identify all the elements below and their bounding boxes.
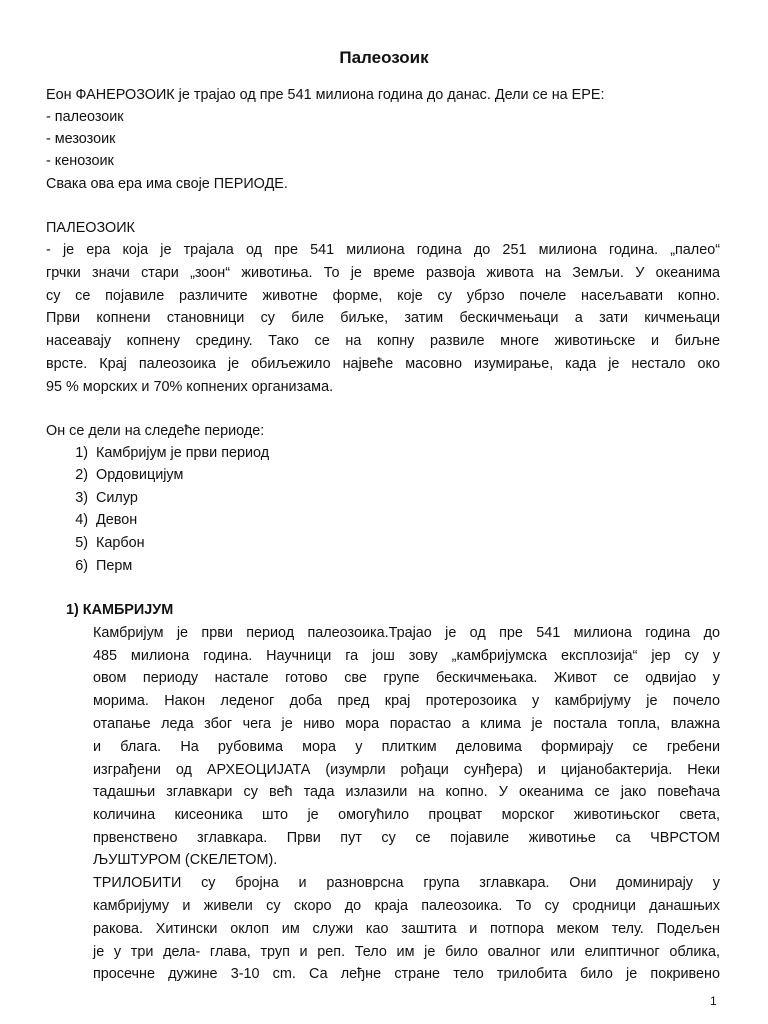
list-number: 4) — [75, 512, 88, 528]
paragraph-line: првенствено зглавкара. Први пут су се појавиле животиње са ЧВРСТОМ — [93, 830, 720, 846]
paragraph-line: 485 милиона година. Научници га још зову „камбријумска експлозија“ јер су у — [93, 648, 720, 664]
paragraph-line: 95 % морских и 70% копнених организама. — [46, 379, 334, 395]
paragraph-line: Камбријум је први период палеозоика.Трајао је од пре 541 милиона година до — [93, 625, 720, 641]
intro-era-item: - мезозоик — [46, 131, 116, 147]
list-number: 1) — [75, 445, 88, 461]
paragraph-line: и блага. На рубовима мора у плитким деловима формирају се гребени — [93, 739, 720, 755]
paragraph-line: - је ера која је трајала од пре 541 милиона година до 251 милиона година. „палео“ — [46, 242, 720, 258]
page-number: 1 — [710, 994, 717, 1008]
periods-intro: Он се дели на следеће периоде: — [46, 423, 265, 439]
list-text: Перм — [96, 558, 133, 574]
paragraph-line: ракова. Хитински оклоп им служи као заштита и потпора меком телу. Подељен — [93, 921, 720, 937]
paragraph-line: просечне дужине 3-10 cm. Са леђне стране тело трилобита било је покривено — [93, 966, 720, 982]
paragraph-line: врсте. Крај палеозоика је обиљежило највеће масовно изумирање, када је нестало око — [46, 356, 720, 372]
list-text: Камбријум је први период — [96, 445, 270, 461]
cambrian-heading: 1) КАМБРИЈУМ — [66, 602, 174, 618]
intro-line: Свака ова ера има своје ПЕРИОДЕ. — [46, 176, 288, 192]
paragraph-line: морима. Након леденог доба пред крај протерозоика у камбријуму је почело — [93, 693, 720, 709]
paragraph-line: Први копнени становници су биле биљке, затим бескичмењаци а зати кичмењаци — [46, 310, 720, 326]
paragraph-line: овом периоду настале готово све групе бескичмењака. Живот се одвијао у — [93, 670, 720, 686]
paragraph-line: ТРИЛОБИТИ су бројна и разноврсна група зглавкара. Они доминирају у — [93, 875, 720, 891]
paragraph-line: количина кисеоника што је омогућило процват морског животињског света, — [93, 807, 720, 823]
list-number: 6) — [75, 558, 88, 574]
intro-line: Еон ФАНЕРОЗОИК је трајао од пре 541 милиона година до данас. Дели се на ЕРЕ: — [46, 87, 605, 103]
paragraph-line: грчки значи стари „зоон“ животиња. То је време развоја живота на Земљи. У океанима — [46, 265, 720, 281]
list-text: Силур — [96, 490, 138, 506]
section-heading: ПАЛЕОЗОИК — [46, 220, 135, 236]
list-number: 3) — [75, 490, 88, 506]
paragraph-line: су се појавиле различите животне форме, које су убрзо почеле насељавати копно. — [46, 288, 720, 304]
paragraph-line: отапање леда због чега је ниво мора порастао а клима је постала топла, влажна — [93, 716, 720, 732]
paragraph-line: изграђени од АРХЕОЦИЈАТА (изумрли рођаци сунђера) и цијанобактерија. Неки — [93, 762, 720, 778]
page-title: Палеозоик — [339, 48, 429, 67]
list-text: Девон — [96, 512, 138, 528]
paragraph-line: тадашњи зглавкари су већ тада излазили на копно. У океанима се јако повећача — [93, 784, 720, 800]
paragraph-line: камбријуму и живели су скоро до краја палеозоика. То су сродници данашњих — [93, 898, 720, 914]
list-text: Ордовицијум — [96, 467, 184, 483]
paragraph-line: ЉУШТУРОМ (СКЕЛЕТОМ). — [93, 852, 278, 868]
list-text: Карбон — [96, 535, 145, 551]
intro-era-item: - палеозоик — [46, 109, 124, 125]
list-number: 5) — [75, 535, 88, 551]
intro-era-item: - кенозоик — [46, 153, 114, 169]
paragraph-line: је у три дела- глава, труп и реп. Тело им је било овалног или елиптичног облика, — [93, 944, 720, 960]
list-number: 2) — [75, 467, 88, 483]
paragraph-line: насеавају копнену средину. Тако се на копну развиле многе животињске и биљне — [46, 333, 720, 349]
